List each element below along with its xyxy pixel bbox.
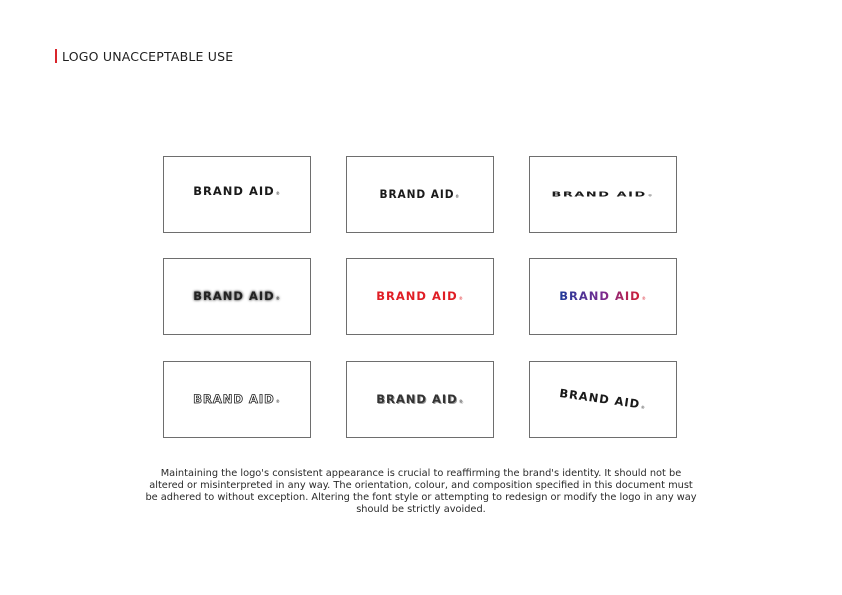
logo-sample: BRAND AID® [193,183,281,198]
logo-card-recoloured [346,258,494,335]
accent-bar [55,49,57,63]
logo-sample: BRAND AID® [376,288,464,303]
logo-card-drop-shadow [346,361,494,438]
logo-card-outlined [163,361,311,438]
logo-sample: BRAND AID® [551,189,655,199]
logo-card-gradient [529,258,677,335]
logo-sample: BRAND AID® [376,391,464,406]
logo-sample: BRAND AID® [193,391,281,406]
logo-card-moved-mark [163,156,311,233]
page-title: LOGO UNACCEPTABLE USE [62,48,234,64]
logo-sample: BRAND AID® [379,186,461,201]
logo-card-stretched [529,156,677,233]
logo-card-condensed [346,156,494,233]
logo-card-rotated [529,361,677,438]
logo-sample: BRAND AID® [559,288,647,303]
logo-sample: BRAND AID® [558,385,647,411]
section-heading [55,49,233,63]
logo-card-blurred [163,258,311,335]
guideline-caption: Maintaining the logo's consistent appearance is crucial to reaffirming the brand's identity. It should not be altered or misinterpreted in any way. The orientation, colour, and composition specified in this document must be adhered to without exception. Altering the font style or attempting to redesign or modify the logo in any way should be strictly avoided. [145,468,697,515]
logo-sample: BRAND AID® [193,288,281,303]
